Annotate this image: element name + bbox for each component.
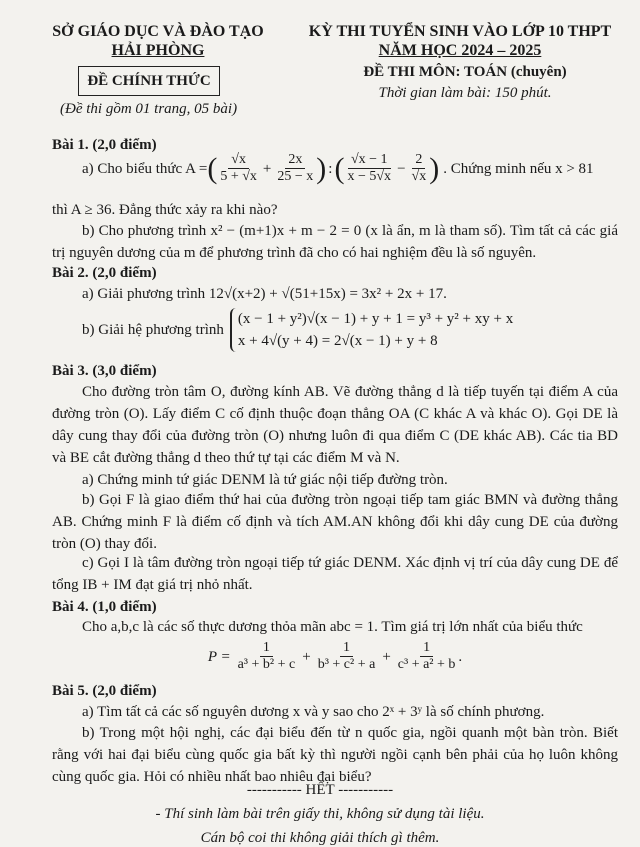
formula-fraction: $\frac{1}{\text{c³ + a² + b}}$ bbox=[397, 640, 456, 672]
exam-subject: ĐỀ THI MÔN: TOÁN (chuyên) bbox=[363, 64, 567, 80]
formula-fraction: $\frac{1}{\text{a³ + b² + c}}$ bbox=[237, 640, 296, 672]
system-equation-1: (x − 1 + y²)√(x − 1) + y + 1 = y³ + y² + xy + x bbox=[237, 311, 514, 327]
problem-3-intro: Cho đường tròn tâm O, đường kính AB. Vẽ đường thẳng d là tiếp tuyến tại điểm A của đường tròn (O). Lấy điểm C cố định thuộc đoạn thẳng OA (C khác A và khác O). Gọi DE là dây cung thay đổi của đường tròn (O) nhưng luôn đi qua điểm C (DE khác AB). Các tia BD và BE cắt đường thẳng d theo thứ tự tại các điểm M và N. bbox=[52, 384, 618, 466]
problem-4-title: Bài 4. (1,0 điểm) bbox=[52, 599, 157, 615]
problem-1b: b) Cho phương trình x² − (m+1)x + m − 2 = 0 (x là ẩn, m là tham số). Tìm tất cả các giá trị nguyên dương của m để phương trình đã cho có hai nghiệm đều là số nguyên. bbox=[52, 223, 618, 261]
problem-5-title: Bài 5. (2,0 điểm) bbox=[52, 683, 157, 699]
problem-3-title: Bài 3. (3,0 điểm) bbox=[52, 363, 157, 379]
formula-fraction: $\frac{√x}{5 + √x}$ bbox=[220, 152, 257, 184]
problem-1-title: Bài 1. (2,0 điểm) bbox=[52, 137, 157, 153]
city-name: HẢI PHÒNG bbox=[111, 42, 205, 59]
equation-system bbox=[230, 308, 513, 352]
system-equation-2: x + 4√(y + 4) = 2√(x − 1) + y + 8 bbox=[237, 333, 438, 349]
problem-5b: b) Trong một hội nghị, các đại biểu đến từ n quốc gia, ngồi quanh một bàn tròn. Biết rằng với hai đại biểu cùng quốc gia bất kỳ thì người ngồi cạnh bên phải của họ luôn không cùng quốc gia. Hỏi có nhiều nhất bao nhiêu đại biểu? bbox=[52, 725, 618, 785]
official-label: ĐỀ CHÍNH THỨC bbox=[78, 66, 220, 96]
problem-4-formula: P = $\frac{1}{\text{a³ + b² + c}}$ + $\frac{1}{\text{b³ + c² + a}}$ + $\frac{1}{\text{c³ + a² + b}}$ . bbox=[207, 640, 463, 672]
problem-3a: a) Chứng minh tứ giác DENM là tứ giác nội tiếp đường tròn. bbox=[82, 472, 448, 488]
problem-2b bbox=[82, 308, 622, 352]
problem-2-title: Bài 2. (2,0 điểm) bbox=[52, 265, 157, 281]
problem-3b: b) Gọi F là giao điểm thứ hai của đường tròn ngoại tiếp tam giác BMN và đường thẳng AB. Chứng minh F là điểm cố định và tích AM.AN không đổi khi dây cung DE của đường tròn (O) thay đổi. bbox=[52, 492, 618, 552]
problem-1a-suffix: . Chứng minh nếu x > 81 bbox=[443, 160, 594, 177]
end-marker: ----------- HẾT ----------- bbox=[246, 782, 394, 798]
footer-note-2: Cán bộ coi thi không giải thích gì thêm. bbox=[200, 830, 440, 846]
formula-fraction: $\frac{2}{√x}$ bbox=[411, 152, 427, 184]
footer-note-1: - Thí sinh làm bài trên giấy thi, không sử dụng tài liệu. bbox=[155, 806, 485, 822]
pages-note: (Đề thi gồm 01 trang, 05 bài) bbox=[60, 101, 238, 117]
problem-2a: a) Giải phương trình 12√(x+2) + √(51+15x) = 3x² + 2x + 17. bbox=[82, 286, 447, 302]
exam-header bbox=[300, 22, 620, 60]
formula-fraction: $\frac{√x - 1}{x - 5√x}$ bbox=[347, 152, 392, 184]
exam-title: KỲ THI TUYỂN SINH VÀO LỚP 10 THPT bbox=[308, 23, 612, 40]
problem-4-text: Cho a,b,c là các số thực dương thỏa mãn abc = 1. Tìm giá trị lớn nhất của biểu thức bbox=[82, 619, 583, 635]
school-year: NĂM HỌC 2024 – 2025 bbox=[378, 42, 542, 59]
department-name: SỞ GIÁO DỤC VÀ ĐÀO TẠO bbox=[52, 23, 264, 40]
problem-3c: c) Gọi I là tâm đường tròn ngoại tiếp tứ giác DENM. Xác định vị trí của dây cung DE để tổng IB + IM đạt giá trị nhỏ nhất. bbox=[52, 555, 618, 593]
problem-1a-continued: thì A ≥ 36. Đẳng thức xảy ra khi nào? bbox=[52, 202, 278, 218]
department-header bbox=[38, 22, 278, 60]
formula-fraction: $\frac{2x}{25 - x}$ bbox=[277, 152, 314, 184]
problem-1a: a) Cho biểu thức A = ( $\frac{√x}{5 + √x}$ + $\frac{2x}{25 - x}$ ) : ( $\frac{√x - 1}{x - 5√x}$ − $\frac{2}{√x}$ ) . Chứng minh nếu x > 81 bbox=[82, 151, 594, 185]
problem-2b-prefix: b) Giải hệ phương trình bbox=[82, 322, 224, 338]
exam-time: Thời gian làm bài: 150 phút. bbox=[378, 85, 552, 101]
formula-paren: ( bbox=[207, 151, 218, 185]
problem-1a-prefix: a) Cho biểu thức A = bbox=[82, 160, 208, 177]
problem-5a: a) Tìm tất cả các số nguyên dương x và y sao cho 2ˣ + 3ʸ là số chính phương. bbox=[82, 704, 545, 720]
formula-fraction: $\frac{1}{\text{b³ + c² + a}}$ bbox=[317, 640, 376, 672]
